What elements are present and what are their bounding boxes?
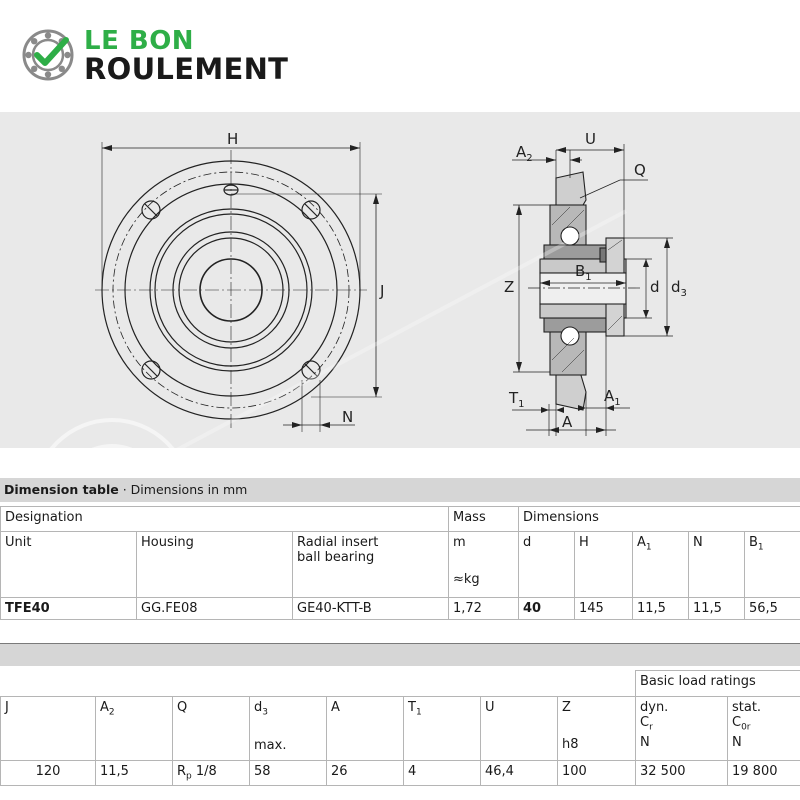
cell-J: 120 [1, 761, 96, 786]
label-d: d [650, 278, 660, 296]
th-Cr: dyn. $C_r$ N [636, 697, 728, 761]
technical-drawing [0, 112, 800, 448]
th-basic-load: Basic load ratings [636, 671, 800, 697]
th-C0r: stat. $C_{0r}$ N [728, 697, 800, 761]
cell-B1: 56,5 [745, 598, 800, 620]
cell-A: 26 [327, 761, 404, 786]
cell-d: 40 [519, 598, 575, 620]
table-row [1, 761, 800, 786]
label-N: N [342, 408, 354, 426]
th-dimensions: Dimensions [519, 507, 800, 532]
label-T1: $T_1$ [509, 389, 525, 410]
cell-A2: 11,5 [96, 761, 173, 786]
th-housing: Housing [137, 532, 293, 598]
cell-U: 46,4 [481, 761, 558, 786]
cell-Cr: 32 500 [636, 761, 728, 786]
cell-N: 11,5 [689, 598, 745, 620]
brand-line2: ROULEMENT [84, 52, 289, 86]
cell-A1: 11,5 [633, 598, 689, 620]
side-view [540, 172, 626, 410]
label-A2: $A_2$ [516, 143, 533, 164]
th-H: H [575, 532, 633, 598]
brand-line1: LE BON [84, 26, 195, 56]
th-d3: $d_3$ max. [250, 697, 327, 761]
th-designation: Designation [1, 507, 449, 532]
th-A: A [327, 697, 404, 761]
th-A1: $A_1$ [633, 532, 689, 598]
table-row [1, 598, 800, 620]
cell-unit: TFE40 [1, 598, 137, 620]
th-A2: $A_2$ [96, 697, 173, 761]
dimension-table-title: Dimension table · Dimensions in mm [0, 478, 800, 502]
cell-Z: 100 [558, 761, 636, 786]
label-H: H [227, 130, 239, 148]
th-B1: $B_1$ [745, 532, 800, 598]
cell-bearing: GE40-KTT-B [293, 598, 449, 620]
label-d3: $d_3$ [671, 278, 687, 299]
cell-C0r: 19 800 [728, 761, 800, 786]
th-mass: Mass [449, 507, 519, 532]
cell-Q: $R_p$ 1/8 [173, 761, 250, 786]
label-Q: Q [634, 161, 646, 179]
front-view [95, 142, 385, 432]
th-J: J [1, 697, 96, 761]
th-unit: Unit [1, 532, 137, 598]
th-m: m ≈kg [449, 532, 519, 598]
dimension-table-1 [0, 506, 800, 620]
dimension-table-2 [0, 670, 800, 786]
label-B1: $B_1$ [575, 262, 592, 283]
cell-d3: 58 [250, 761, 327, 786]
table-2-band [0, 644, 800, 666]
th-U: U [481, 697, 558, 761]
cell-H: 145 [575, 598, 633, 620]
th-Q: Q [173, 697, 250, 761]
th-radial-bearing: Radial insert ball bearing [293, 532, 449, 598]
th-Z: Z h8 [558, 697, 636, 761]
bearing-check-icon [22, 28, 76, 82]
label-U: U [585, 130, 596, 148]
cell-T1: 4 [404, 761, 481, 786]
cell-mass: 1,72 [449, 598, 519, 620]
label-J: J [380, 282, 385, 300]
label-Z: Z [504, 278, 515, 296]
th-spacer [1, 671, 636, 697]
label-A1: $A_1$ [604, 387, 621, 408]
brand-logo [22, 26, 312, 86]
label-A: A [562, 413, 573, 431]
th-N: N [689, 532, 745, 598]
cell-housing: GG.FE08 [137, 598, 293, 620]
th-T1: $T_1$ [404, 697, 481, 761]
th-d: d [519, 532, 575, 598]
